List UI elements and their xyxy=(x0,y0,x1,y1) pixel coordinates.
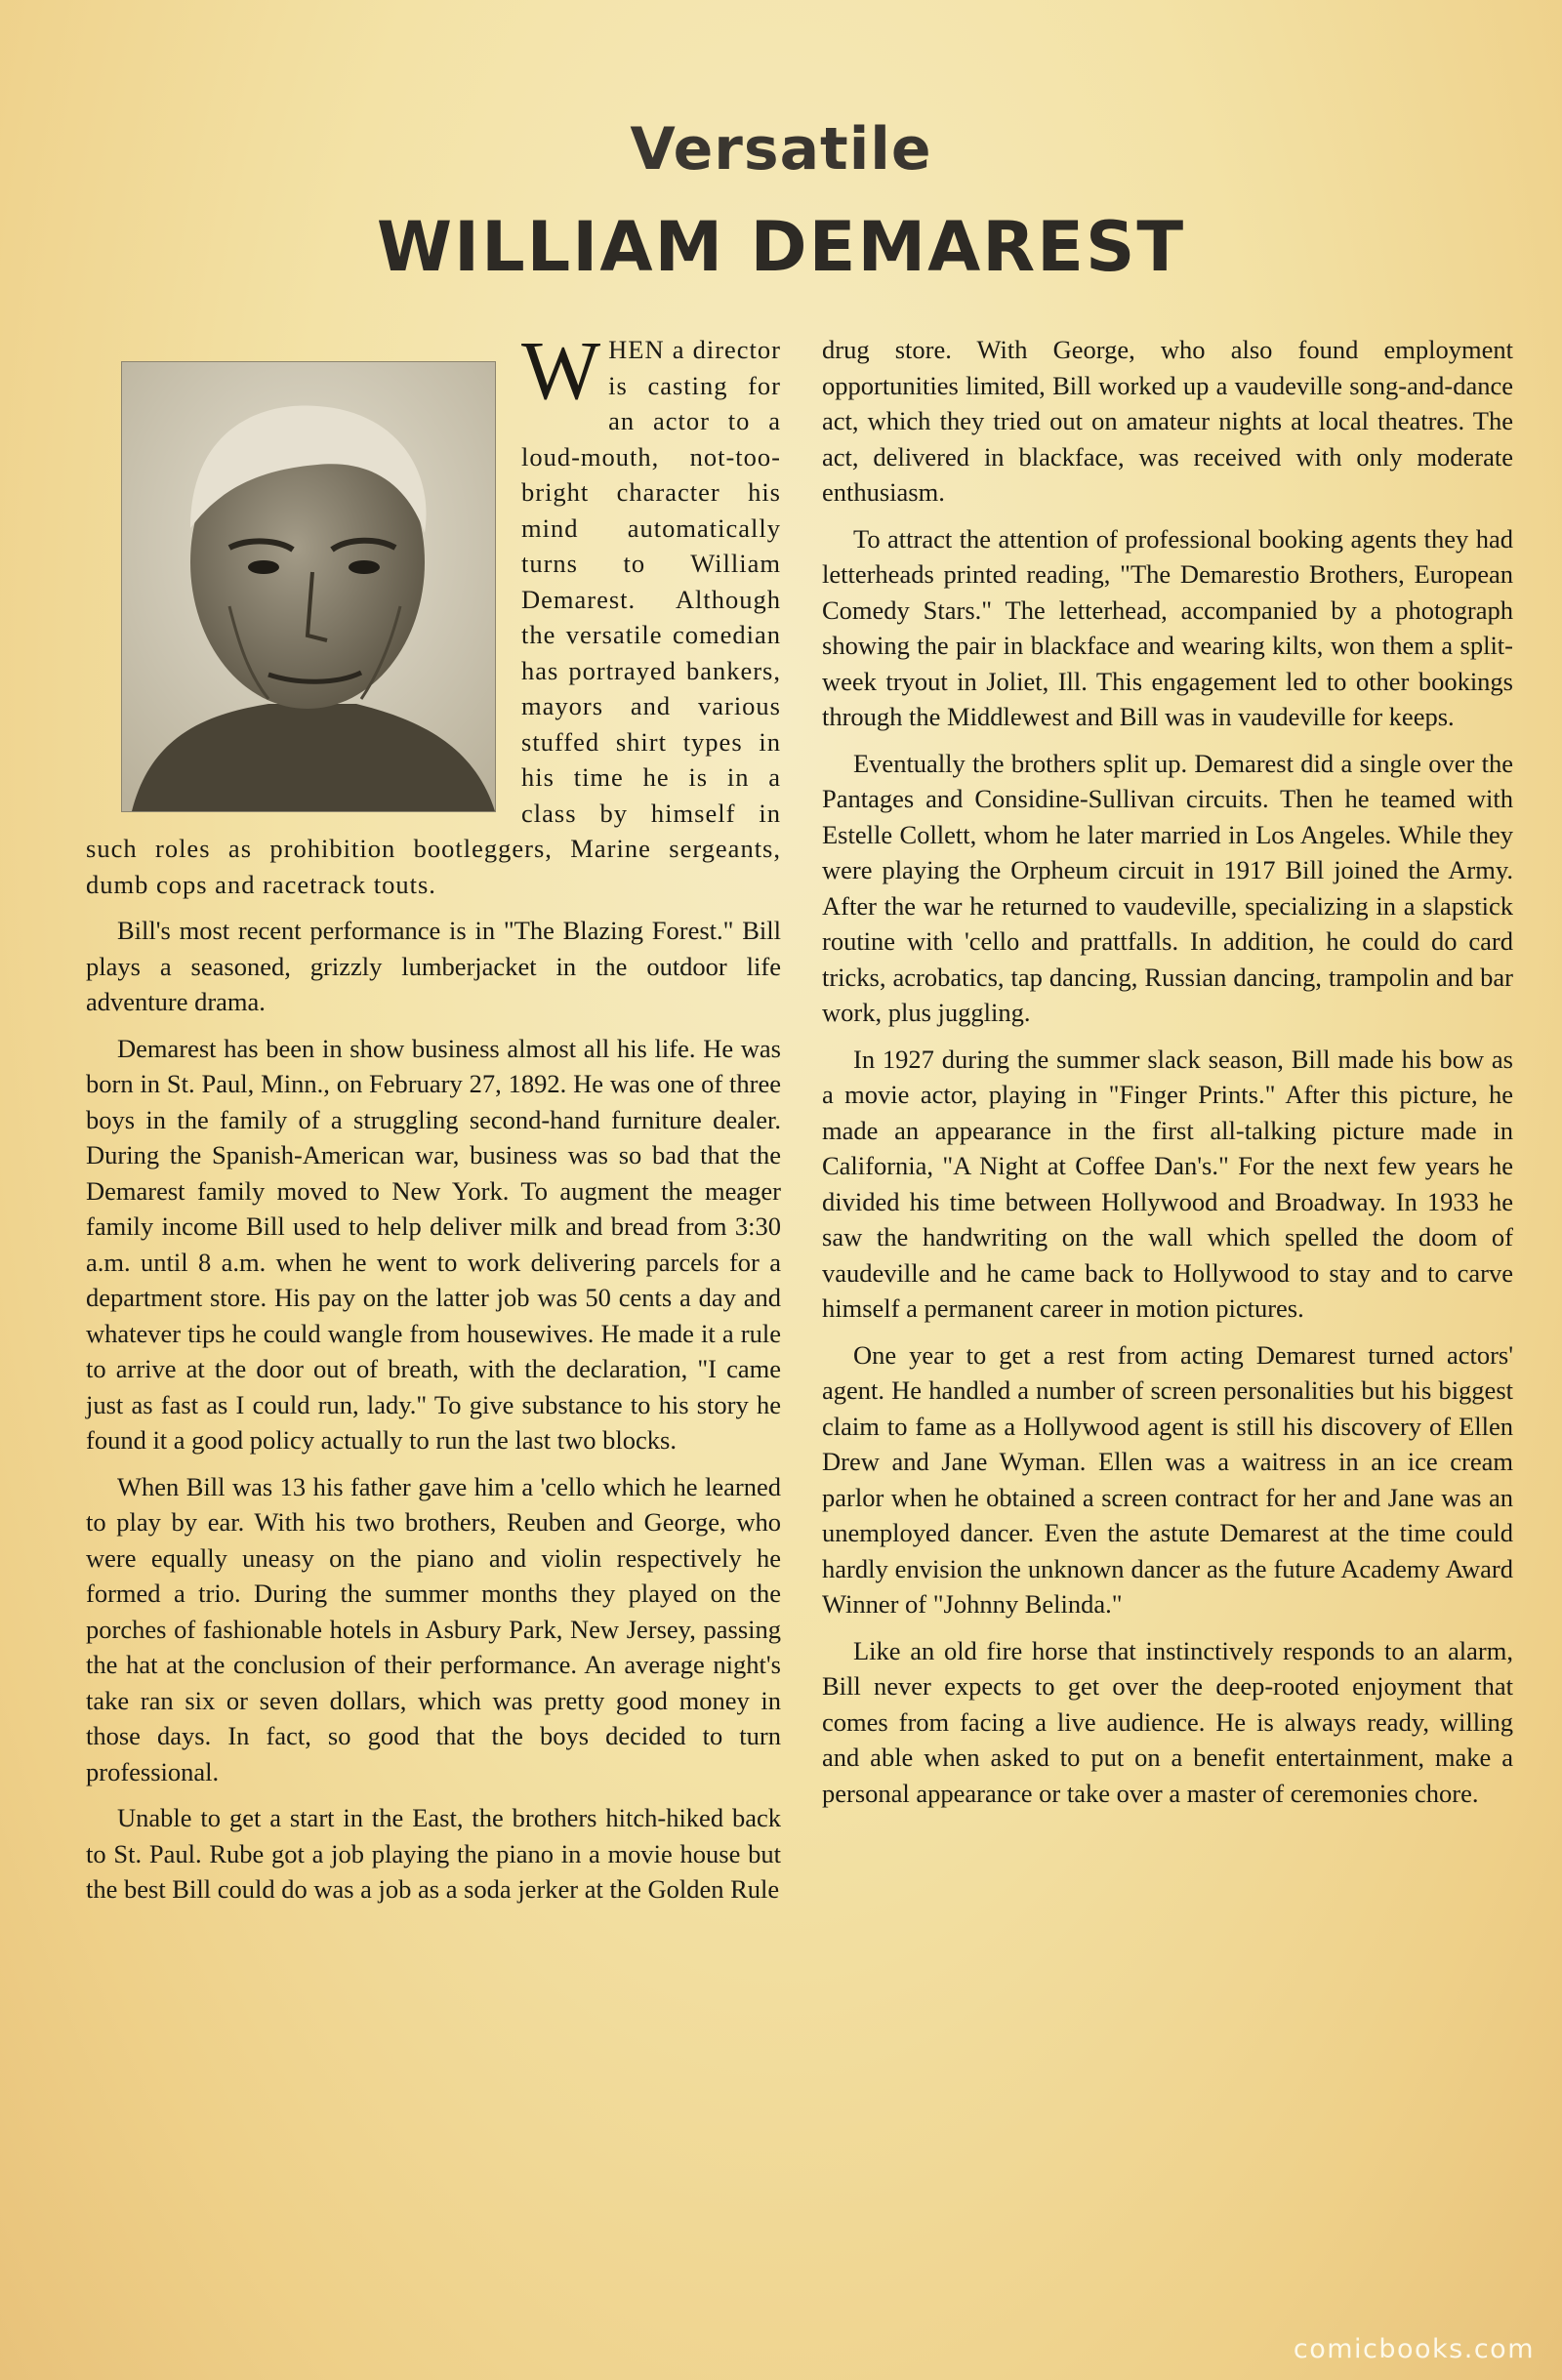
portrait-illustration xyxy=(122,362,495,811)
article-paragraph: Unable to get a start in the East, the brothers hitch-hiked back to St. Paul. Rube got a job playing the piano in a movie house but the best Bill could do was a job as a soda jerker at the Golden Rule xyxy=(86,1803,781,1904)
article-paragraph: Eventually the brothers split up. Demarest did a single over the Pantages and Considine-Sullivan circuits. Then he teamed with Estelle Collett, whom he later married in Los Angeles. While they were playing the Orpheum circuit in 1917 Bill joined the Army. After the war he returned to vaudeville, specializing in a slapstick routine with 'cello and prattfalls. In addition, he could do card tricks, acrobatics, tap dancing, Russian dancing, trampolin and bar work, plus juggling. xyxy=(822,748,1513,1027)
article-paragraph: Bill's most recent performance is in "The Blazing Forest." Bill plays a seasoned, grizzly lumberjacket in the outdoor life adventure drama. xyxy=(86,916,781,1016)
article-opening-text: HEN a director is casting for an actor to a loud-mouth, not-too-bright character his mind automatically turns to William Demarest. Although the versatile comedian has portrayed bankers, mayors and various stuffed shirt types in his time he is in a class by himself in such roles as prohibition bootleggers, Marine sergeants, dumb cops and racetrack touts. xyxy=(86,335,781,899)
portrait-photo xyxy=(121,361,496,812)
headline-title: WILLIAM DEMAREST xyxy=(376,207,1186,287)
article-paragraph: Demarest has been in show business almost all his life. He was born in St. Paul, Minn., on February 27, 1892. He was one of three boys in the family of a struggling second-hand furniture dealer. During the Spanish-American war, business was so bad that the Demarest family moved to New York. To augment the meager family income Bill used to help deliver milk and bread from 3:30 a.m. until 8 a.m. when he went to work delivering parcels for a department store. His pay on the latter job was 50 cents a day and whatever tips he could wangle from housewives. He made it a rule to arrive at the door out of breath, with the declaration, "I came just as fast as I could run, lady." To give substance to his story he found it a good policy actually to run the last two blocks. xyxy=(86,1033,781,1455)
watermark-text: comicbooks.com xyxy=(1293,2334,1535,2364)
article-column-left xyxy=(86,323,781,1918)
article-paragraph: drug store. With George, who also found employment opportunities limited, Bill worked up a vaudeville song-and-dance act, which they tried out on amateur nights at local theatres. The act, delivered in blackface, was received with only moderate enthusiasm. xyxy=(822,335,1513,507)
drop-cap: W xyxy=(521,323,601,417)
article-paragraph: Like an old fire horse that instinctively responds to an alarm, Bill never expects to get over the deep-rooted enjoyment that comes from facing a live audience. He is always ready, willing and able when asked to put on a benefit entertainment, make a personal appearance or take over a master of ceremonies chore. xyxy=(822,1635,1513,1808)
article-paragraph: In 1927 during the summer slack season, Bill made his bow as a movie actor, playing in "Finger Prints." After this picture, he made an appearance in the first all-talking picture made in California, "A Night at Coffee Dan's." For the next few years he divided his time between Hollywood and Broadway. In 1933 he saw the handwriting on the wall which spelled the doom of vaudeville and he came back to Hollywood to stay and to carve himself a permanent career in motion pictures. xyxy=(822,1044,1513,1323)
article-paragraph: When Bill was 13 his father gave him a 'cello which he learned to play by ear. With his two brothers, Reuben and George, who were equally uneasy on the piano and violin respectively he formed a trio. During the summer months they played on the porches of fashionable hotels in Asbury Park, New Jersey, passing the hat at the conclusion of their performance. An average night's take ran six or seven dollars, which was pretty good money in those days. In fact, so good that the boys decided to turn professional. xyxy=(86,1471,781,1786)
article-column-right xyxy=(822,332,1513,1822)
article-paragraph: To attract the attention of professional booking agents they had letterheads printed reading, "The Demarestio Brothers, European Comedy Stars." The letterhead, accompanied by a photograph showing the pair in blackface and wearing kilts, won them a split-week tryout in Joliet, Ill. This engagement led to other bookings through the Middlewest and Bill was in vaudeville for keeps. xyxy=(822,523,1513,731)
headline-kicker: Versatile xyxy=(630,115,932,184)
article-paragraph: One year to get a rest from acting Demarest turned actors' agent. He handled a number of screen personalities but his biggest claim to fame as a Hollywood agent is still his discovery of Ellen Drew and Jane Wyman. Ellen was a waitress in an ice cream parlor when he obtained a screen contract for her and Jane was an unemployed dancer. Even the astute Demarest at the time could hardly envision the unknown dancer as the future Academy Award Winner of "Johnny Belinda." xyxy=(822,1339,1513,1619)
